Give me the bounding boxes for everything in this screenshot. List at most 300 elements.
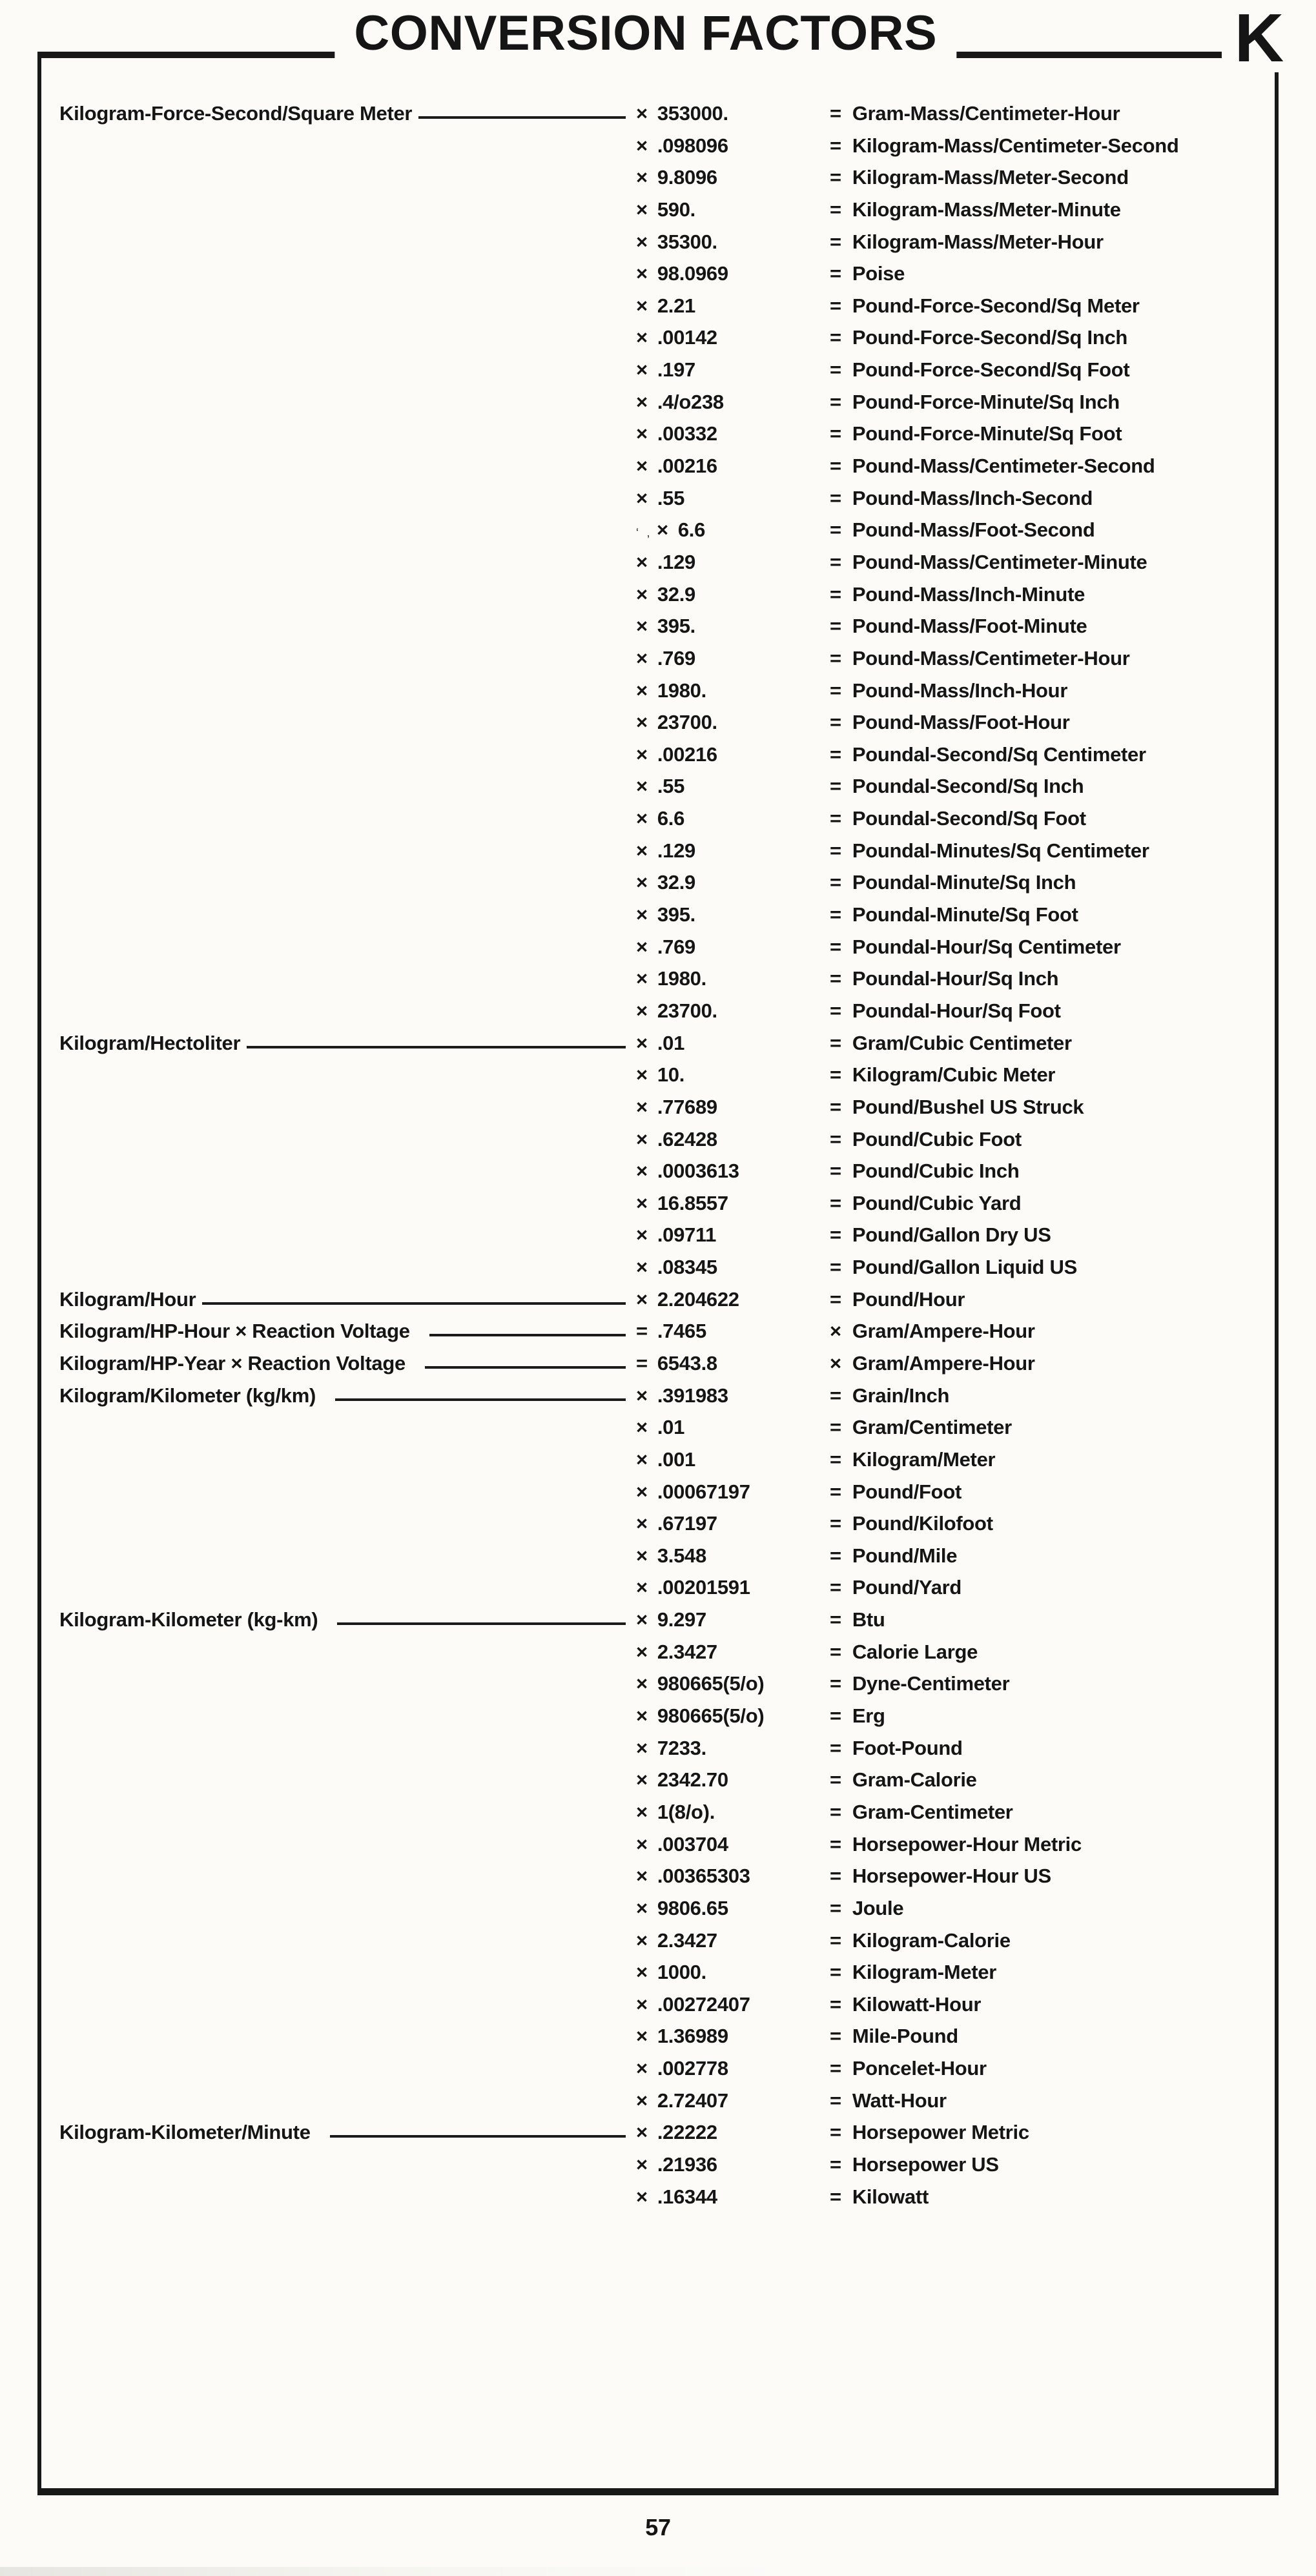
- row-factor-cell: [636, 1608, 830, 1631]
- row-factor-value: 353000.: [657, 102, 728, 125]
- row-factor-operator: ×: [636, 1961, 648, 1984]
- row-factor-operator: ×: [636, 646, 648, 670]
- row-label-cell: [59, 1017, 636, 1027]
- row-label-cell: [59, 440, 636, 449]
- row-label-cell: [59, 2107, 636, 2116]
- row-factor-value: .391983: [657, 1384, 728, 1407]
- row-factor-operator: ×: [636, 550, 648, 573]
- row-factor-operator: ×: [636, 1768, 648, 1792]
- row-label-cell: [59, 1722, 636, 1732]
- row-result-cell: [830, 1608, 1271, 1631]
- row-result-unit: Dyne-Centimeter: [852, 1672, 1010, 1695]
- row-factor-cell: [636, 1223, 830, 1247]
- row-factor-operator: ×: [636, 230, 648, 253]
- row-factor-operator: ×: [636, 1865, 648, 1888]
- row-factor-operator: ×: [636, 1127, 648, 1150]
- row-label-cell: [59, 697, 636, 706]
- row-factor-cell: [636, 679, 830, 702]
- table-row: [59, 743, 1271, 775]
- row-factor-cell: [636, 1032, 830, 1055]
- row-label-cell: [59, 409, 636, 418]
- row-factor-value: .197: [657, 358, 695, 382]
- table-row: [59, 487, 1271, 519]
- row-label-cell: [59, 1690, 636, 1699]
- row-factor-value: .129: [657, 839, 695, 862]
- row-result-cell: [830, 1032, 1271, 1055]
- row-result-unit: Kilogram/Cubic Meter: [852, 1063, 1056, 1087]
- row-result-unit: Pound-Mass/Foot-Minute: [852, 615, 1087, 638]
- row-result-cell: [830, 1833, 1271, 1856]
- page-title: CONVERSION FACTORS: [334, 8, 956, 59]
- row-factor-value: 23700.: [657, 999, 717, 1022]
- row-factor-value: .129: [657, 550, 695, 573]
- row-factor-value: .001: [657, 1447, 695, 1471]
- row-factor-cell: [636, 711, 830, 734]
- row-factor-cell: [636, 743, 830, 766]
- row-factor-cell: [636, 2121, 830, 2144]
- row-result-operator: =: [830, 1480, 841, 1503]
- row-result-unit: Pound/Gallon Liquid US: [852, 1256, 1077, 1279]
- row-label-cell: [59, 1947, 636, 1956]
- row-result-cell: [830, 1063, 1271, 1087]
- row-result-cell: [830, 1256, 1271, 1279]
- table-row: [59, 679, 1271, 711]
- row-label-cell: [59, 1659, 636, 1668]
- row-result-operator: =: [830, 999, 841, 1022]
- row-factor-value: .002778: [657, 2057, 728, 2080]
- row-factor-operator: ×: [636, 775, 648, 798]
- row-factor-value: 7233.: [657, 1736, 706, 1759]
- row-label-cell: [59, 249, 636, 258]
- row-factor-cell: [636, 294, 830, 318]
- table-row: [59, 1897, 1271, 1929]
- row-factor-value: 2.21: [657, 294, 695, 317]
- row-factor-cell: [636, 2153, 830, 2176]
- row-label-cell: [59, 2121, 636, 2144]
- row-result-unit: Pound-Mass/Centimeter-Second: [852, 455, 1155, 478]
- row-factor-operator: ×: [636, 1223, 648, 1247]
- row-factor-value: .769: [657, 646, 695, 670]
- row-result-cell: [830, 1704, 1271, 1728]
- row-label-cell: [59, 2011, 636, 2020]
- row-result-operator: =: [830, 1896, 841, 1919]
- row-result-operator: =: [830, 102, 841, 125]
- row-factor-operator: ×: [636, 326, 648, 349]
- row-result-operator: =: [830, 134, 841, 157]
- row-factor-cell: [636, 1192, 830, 1215]
- row-result-unit: Pound/Yard: [852, 1576, 962, 1599]
- row-factor-value: 3.548: [657, 1544, 706, 1567]
- row-result-cell: [830, 1897, 1271, 1920]
- table-row: [59, 1192, 1271, 1224]
- label-underline: [429, 1334, 626, 1336]
- row-factor-cell: [636, 198, 830, 221]
- row-factor-cell: [636, 1704, 830, 1728]
- table-row: [59, 967, 1271, 999]
- row-result-unit: Kilogram-Calorie: [852, 1928, 1011, 1952]
- row-factor-operator: ×: [636, 1672, 648, 1695]
- row-label-cell: [59, 1562, 636, 1571]
- row-label-cell: [59, 1434, 636, 1443]
- row-result-cell: [830, 1384, 1271, 1407]
- row-result-cell: [830, 1448, 1271, 1471]
- row-factor-value: 1.36989: [657, 2025, 728, 2048]
- table-row: [59, 518, 1271, 551]
- row-factor-cell: [636, 455, 830, 478]
- table-row: [59, 1032, 1271, 1064]
- row-factor-value: 2.3427: [657, 1928, 717, 1952]
- row-factor-operator: ×: [636, 967, 648, 990]
- row-result-cell: [830, 1737, 1271, 1760]
- row-result-unit: Kilogram-Mass/Meter-Second: [852, 166, 1129, 189]
- row-result-operator: =: [830, 518, 841, 542]
- row-factor-operator: ×: [636, 2025, 648, 2048]
- row-label: Kilogram-Kilometer/Minute: [59, 2121, 311, 2144]
- row-label-cell: [59, 184, 636, 193]
- row-label-cell: [59, 1608, 636, 1631]
- table-row: [59, 1801, 1271, 1833]
- row-result-cell: [830, 1288, 1271, 1311]
- row-result-unit: Gram/Ampere-Hour: [852, 1320, 1035, 1343]
- row-result-cell: [830, 1160, 1271, 1183]
- row-result-cell: [830, 1672, 1271, 1695]
- row-label-cell: [59, 1178, 636, 1187]
- row-result-cell: [830, 1416, 1271, 1439]
- row-result-cell: [830, 2089, 1271, 2112]
- row-label-cell: [59, 569, 636, 578]
- row-result-operator: =: [830, 2057, 841, 2080]
- row-result-operator: =: [830, 646, 841, 670]
- table-row: [59, 2185, 1271, 2218]
- row-factor-value: .08345: [657, 1256, 717, 1279]
- row-label-cell: [59, 1032, 636, 1055]
- row-factor-cell: [636, 422, 830, 445]
- table-row: [59, 1672, 1271, 1704]
- row-result-operator: =: [830, 742, 841, 766]
- table-row: [59, 1448, 1271, 1480]
- row-factor-value: 9.297: [657, 1608, 706, 1631]
- table-row: [59, 1544, 1271, 1577]
- row-factor-value: 16.8557: [657, 1191, 728, 1214]
- row-label-cell: [59, 921, 636, 930]
- row-factor-operator: =: [636, 1320, 648, 1343]
- row-factor-operator: ×: [636, 935, 648, 958]
- row-result-operator: =: [830, 1640, 841, 1663]
- row-factor-value: .62428: [657, 1127, 717, 1150]
- table-row: [59, 1480, 1271, 1513]
- row-factor-cell: [636, 967, 830, 990]
- row-result-operator: =: [830, 1223, 841, 1247]
- row-factor-cell: [636, 871, 830, 894]
- row-result-operator: =: [830, 1512, 841, 1535]
- row-label-cell: [59, 1274, 636, 1283]
- row-factor-cell: [636, 1641, 830, 1664]
- row-factor-operator: ×: [636, 1191, 648, 1214]
- row-factor-cell: [636, 1480, 830, 1504]
- row-result-cell: [830, 999, 1271, 1023]
- row-factor-value: .0003613: [657, 1160, 739, 1183]
- table-row: [59, 999, 1271, 1032]
- row-result-cell: [830, 422, 1271, 445]
- table-row: [59, 1063, 1271, 1096]
- row-result-unit: Pound-Force-Minute/Sq Foot: [852, 422, 1122, 445]
- row-factor-cell: [636, 1448, 830, 1471]
- table-row: [59, 1128, 1271, 1160]
- row-result-unit: Pound-Mass/Centimeter-Hour: [852, 646, 1130, 670]
- table-row: [59, 711, 1271, 743]
- row-factor-value: 2.3427: [657, 1640, 717, 1663]
- row-factor-cell: [636, 1096, 830, 1119]
- row-factor-cell: [636, 1320, 830, 1343]
- row-result-operator: =: [830, 2153, 841, 2176]
- table-row: [59, 198, 1271, 230]
- row-factor-cell: [636, 1576, 830, 1599]
- row-factor-operator: ×: [636, 2089, 648, 2112]
- row-result-operator: =: [830, 486, 841, 509]
- row-label-cell: [59, 280, 636, 289]
- table-row: [59, 1737, 1271, 1769]
- row-factor-operator: ×: [636, 1736, 648, 1759]
- row-result-unit: Btu: [852, 1608, 885, 1631]
- row-factor-cell: [636, 102, 830, 125]
- row-factor-cell: [636, 1737, 830, 1760]
- row-result-operator: =: [830, 2089, 841, 2112]
- table-row: [59, 1512, 1271, 1544]
- row-label-cell: [59, 216, 636, 225]
- table-row: [59, 1288, 1271, 1320]
- row-result-unit: Kilowatt: [852, 2185, 929, 2208]
- label-underline: [335, 1398, 626, 1401]
- row-factor-cell: [636, 326, 830, 349]
- table-row: [59, 2089, 1271, 2121]
- row-factor-cell: [636, 1961, 830, 1984]
- row-factor-operator: ×: [636, 711, 648, 734]
- row-label-cell: [59, 1979, 636, 1988]
- row-result-operator: =: [830, 775, 841, 798]
- row-factor-cell: [636, 2057, 830, 2080]
- row-result-cell: [830, 1801, 1271, 1824]
- row-label-cell: [59, 601, 636, 610]
- row-factor-operator: ×: [636, 807, 648, 830]
- row-factor-value: .55: [657, 486, 685, 509]
- row-result-cell: [830, 1544, 1271, 1568]
- row-result-unit: Horsepower-Hour Metric: [852, 1832, 1082, 1855]
- row-factor-value: 980665(5/o): [657, 1672, 765, 1695]
- row-result-unit: Poundal-Minutes/Sq Centimeter: [852, 839, 1149, 862]
- row-label-cell: [59, 793, 636, 802]
- row-factor-value: 32.9: [657, 582, 695, 606]
- table-row: [59, 1929, 1271, 1961]
- row-factor-operator: ×: [636, 1447, 648, 1471]
- row-result-cell: [830, 935, 1271, 959]
- row-result-unit: Pound/Cubic Inch: [852, 1160, 1020, 1183]
- row-factor-value: .00216: [657, 455, 717, 478]
- row-factor-cell: [636, 2089, 830, 2112]
- row-result-unit: Poundal-Second/Sq Inch: [852, 775, 1084, 798]
- row-factor-operator: ×: [636, 455, 648, 478]
- row-factor-value: 6543.8: [657, 1351, 717, 1375]
- table-row: [59, 326, 1271, 358]
- row-factor-value: .00365303: [657, 1865, 750, 1888]
- row-result-cell: [830, 1961, 1271, 1984]
- table-row: [59, 1352, 1271, 1384]
- row-result-cell: [830, 2025, 1271, 2048]
- table-row: [59, 2057, 1271, 2089]
- row-result-operator: =: [830, 1384, 841, 1407]
- row-label-cell: [59, 312, 636, 322]
- row-label-cell: [59, 1384, 636, 1407]
- row-label: Kilogram/HP-Hour × Reaction Voltage: [59, 1320, 410, 1343]
- row-factor-operator: ×: [636, 198, 648, 221]
- row-result-operator: =: [830, 1928, 841, 1952]
- row-result-cell: [830, 615, 1271, 638]
- row-factor-cell: [636, 358, 830, 382]
- table-row: [59, 166, 1271, 198]
- row-factor-operator: ×: [636, 1608, 648, 1631]
- row-label-cell: [59, 985, 636, 994]
- row-factor-operator: ×: [636, 1384, 648, 1407]
- conversion-table: [59, 102, 1271, 2217]
- row-result-unit: Pound-Mass/Centimeter-Minute: [852, 550, 1147, 573]
- row-factor-operator: ×: [636, 2121, 648, 2144]
- row-result-cell: [830, 2153, 1271, 2176]
- row-label-cell: [59, 729, 636, 738]
- row-factor-value: .00201591: [657, 1576, 750, 1599]
- row-result-cell: [830, 743, 1271, 766]
- row-result-operator: =: [830, 1865, 841, 1888]
- row-result-operator: =: [830, 198, 841, 221]
- row-result-operator: =: [830, 358, 841, 382]
- row-result-unit: Poundal-Hour/Sq Centimeter: [852, 935, 1121, 958]
- row-factor-operator: ×: [636, 2185, 648, 2208]
- row-result-unit: Foot-Pound: [852, 1736, 963, 1759]
- row-result-operator: =: [830, 1031, 841, 1054]
- row-factor-value: 590.: [657, 198, 695, 221]
- row-result-cell: [830, 1512, 1271, 1535]
- row-label-cell: [59, 857, 636, 866]
- row-label-cell: [59, 954, 636, 963]
- row-result-unit: Mile-Pound: [852, 2025, 958, 2048]
- row-result-operator: =: [830, 1672, 841, 1695]
- row-factor-value: .769: [657, 935, 695, 958]
- row-label-cell: [59, 1498, 636, 1508]
- row-result-operator: =: [830, 582, 841, 606]
- row-factor-value: .00216: [657, 742, 717, 766]
- row-result-unit: Gram/Centimeter: [852, 1416, 1012, 1439]
- row-factor-operator: ×: [636, 166, 648, 189]
- row-factor-value: 1980.: [657, 967, 706, 990]
- row-factor-value: 980665(5/o): [657, 1704, 765, 1728]
- row-result-operator: =: [830, 326, 841, 349]
- row-result-operator: =: [830, 1576, 841, 1599]
- row-label-cell: [59, 1594, 636, 1603]
- row-result-cell: [830, 455, 1271, 478]
- row-result-cell: [830, 583, 1271, 606]
- row-result-unit: Pound-Force-Second/Sq Inch: [852, 326, 1128, 349]
- row-result-operator: =: [830, 967, 841, 990]
- row-factor-operator: ×: [636, 1416, 648, 1439]
- table-row: [59, 262, 1271, 294]
- row-label: Kilogram/HP-Year × Reaction Voltage: [59, 1351, 406, 1375]
- row-result-cell: [830, 647, 1271, 670]
- table-row: [59, 1096, 1271, 1128]
- label-underline: [247, 1046, 626, 1048]
- row-result-operator: =: [830, 1704, 841, 1728]
- row-factor-value: .09711: [657, 1223, 717, 1247]
- row-result-unit: Pound/Cubic Yard: [852, 1191, 1022, 1214]
- row-result-cell: [830, 1768, 1271, 1792]
- row-result-operator: =: [830, 166, 841, 189]
- table-row: [59, 583, 1271, 615]
- row-result-cell: [830, 679, 1271, 702]
- row-result-unit: Kilogram-Meter: [852, 1961, 996, 1984]
- row-result-operator: =: [830, 1736, 841, 1759]
- row-label-cell: [59, 152, 636, 161]
- table-row: [59, 1576, 1271, 1608]
- row-factor-cell: [636, 583, 830, 606]
- row-factor-value: 2.204622: [657, 1287, 739, 1311]
- row-result-cell: [830, 262, 1271, 285]
- table-row: [59, 1608, 1271, 1641]
- row-factor-value: 35300.: [657, 230, 717, 253]
- row-result-operator: =: [830, 294, 841, 317]
- row-label-cell: [59, 1288, 636, 1311]
- table-row: [59, 2153, 1271, 2185]
- row-result-unit: Gram-Mass/Centimeter-Hour: [852, 102, 1120, 125]
- row-factor-cell: [636, 615, 830, 638]
- label-underline: [425, 1366, 626, 1369]
- row-factor-cell: [636, 230, 830, 254]
- row-result-cell: [830, 2057, 1271, 2080]
- row-result-cell: [830, 230, 1271, 254]
- row-label-cell: [59, 537, 636, 546]
- row-result-unit: Watt-Hour: [852, 2089, 947, 2112]
- table-row: [59, 422, 1271, 455]
- row-result-operator: =: [830, 2185, 841, 2208]
- page-number: 57: [645, 2514, 671, 2540]
- row-factor-cell: [636, 1897, 830, 1920]
- row-factor-cell: [636, 1672, 830, 1695]
- row-result-operator: =: [830, 1832, 841, 1855]
- row-result-cell: [830, 871, 1271, 894]
- row-label-cell: [59, 1915, 636, 1924]
- row-factor-operator: ×: [636, 1992, 648, 2016]
- row-factor-operator: ×: [657, 518, 668, 542]
- table-row: [59, 1865, 1271, 1897]
- row-label-cell: [59, 1210, 636, 1219]
- row-result-operator: ×: [830, 1320, 841, 1343]
- row-label-cell: [59, 1786, 636, 1795]
- row-label-cell: [59, 1530, 636, 1539]
- row-result-cell: [830, 2121, 1271, 2144]
- row-factor-value: 32.9: [657, 871, 695, 894]
- table-row: [59, 1256, 1271, 1288]
- row-result-unit: Poise: [852, 262, 905, 285]
- row-factor-operator: ×: [636, 134, 648, 157]
- row-label-cell: [59, 1883, 636, 1892]
- row-result-cell: [830, 166, 1271, 189]
- row-factor-operator: ×: [636, 1480, 648, 1503]
- row-result-operator: =: [830, 1127, 841, 1150]
- label-underline: [330, 2135, 626, 2138]
- row-factor-operator: ×: [636, 742, 648, 766]
- row-factor-cell: [636, 1128, 830, 1151]
- row-factor-value: 6.6: [677, 518, 706, 542]
- row-result-cell: [830, 967, 1271, 990]
- row-result-unit: Erg: [852, 1704, 885, 1728]
- label-underline: [202, 1302, 626, 1305]
- section-letter: K: [1222, 4, 1291, 72]
